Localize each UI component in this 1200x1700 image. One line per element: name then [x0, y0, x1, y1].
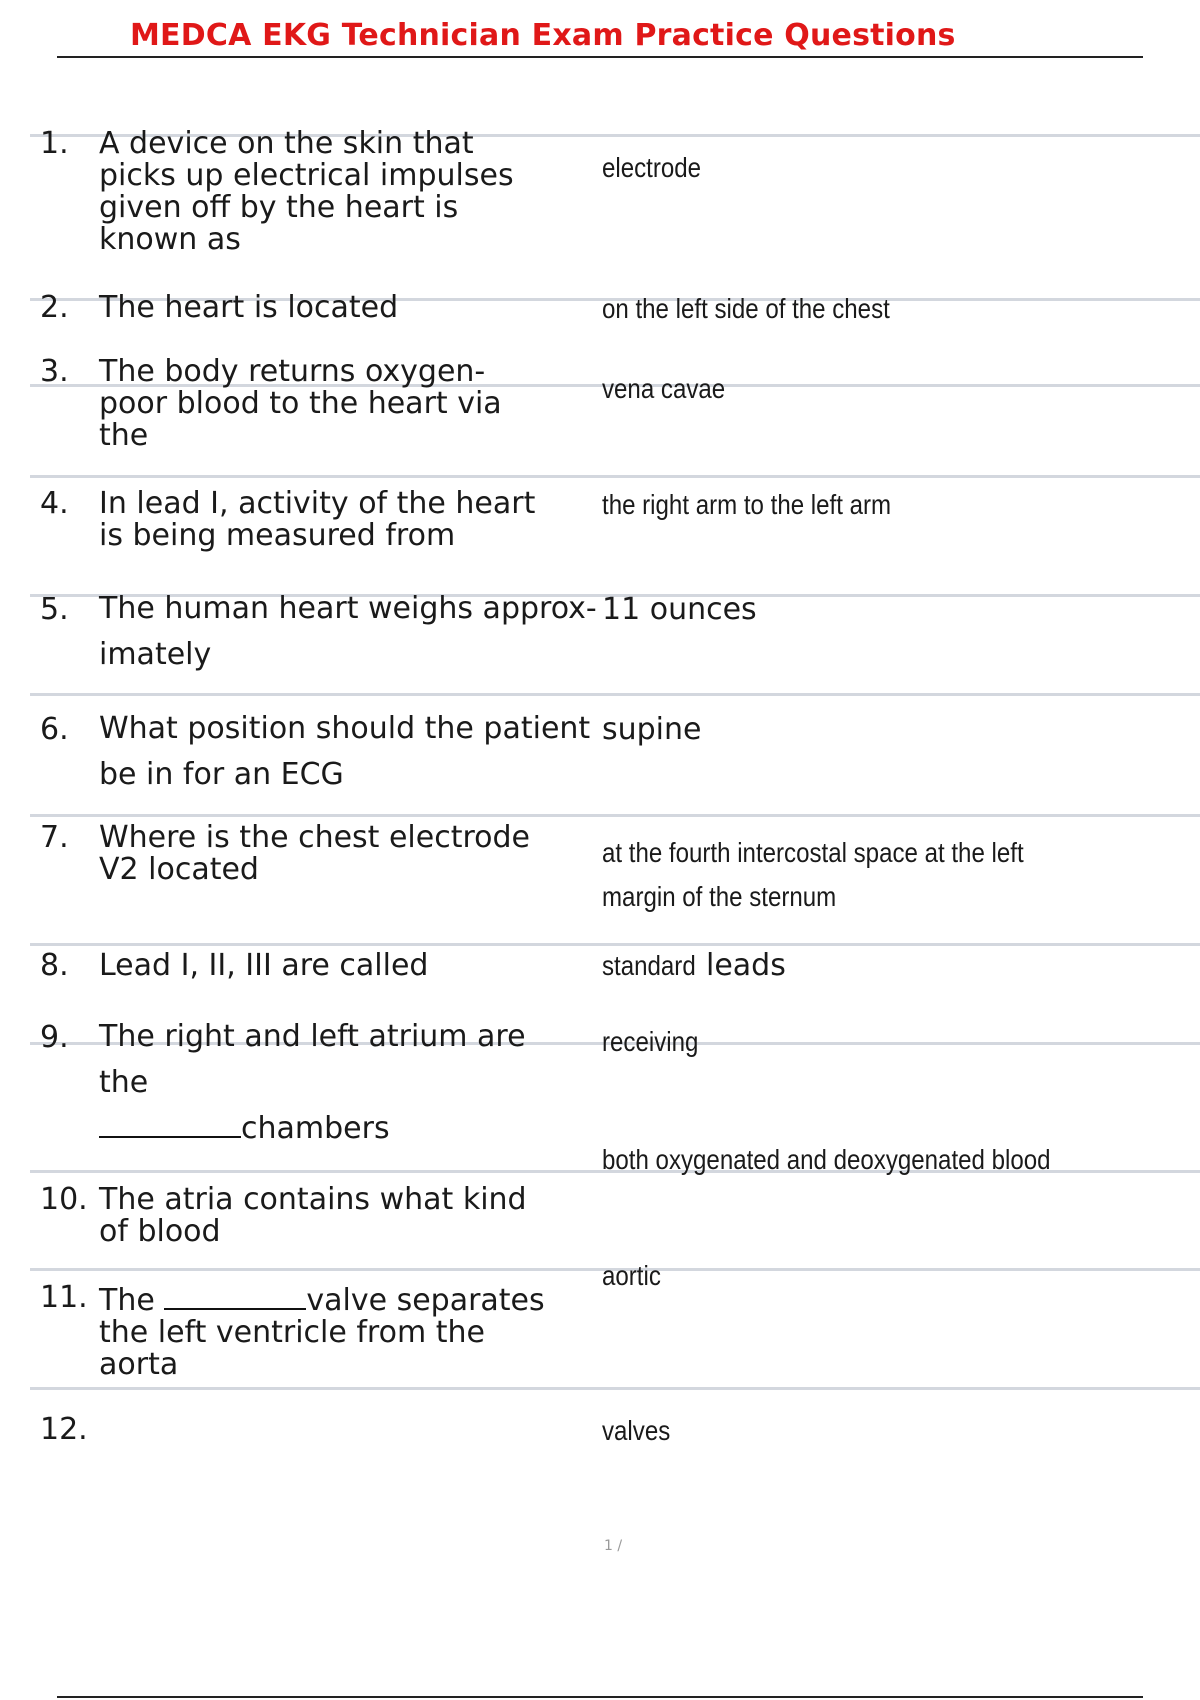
row-separator [30, 1387, 1200, 1390]
question-text: The heart is located [99, 290, 399, 325]
question-text: What position should the patient be in for an ECG [99, 711, 591, 792]
question-number: 5. [40, 592, 69, 627]
question-text: The human heart weighs approx- imately [99, 591, 597, 672]
answer-text: the right arm to the left arm [602, 489, 892, 520]
answer-text: leads [706, 948, 786, 983]
row-separator [30, 693, 1200, 696]
fill-in-blank [164, 1282, 306, 1310]
answer-text: both oxygenated and deoxygenated blood [602, 1144, 1051, 1175]
question-number: 10. [40, 1182, 88, 1217]
question-text: Lead I, II, III are called [99, 948, 429, 983]
row-separator [30, 814, 1200, 817]
page-title: MEDCA EKG Technician Exam Practice Questions [130, 18, 956, 53]
answer-text: aortic [602, 1260, 661, 1291]
footer-rule [57, 1696, 1143, 1698]
question-number: 6. [40, 712, 69, 747]
answer-text: 11 ounces [602, 592, 757, 627]
question-number: 7. [40, 820, 69, 855]
question-text: The right and left atrium are the chambers [99, 1019, 526, 1146]
answer-text: electrode [602, 152, 702, 183]
question-number: 12. [40, 1412, 88, 1447]
question-text: Where is the chest electrode V2 located [99, 820, 531, 887]
question-text: The atria contains what kind of blood [99, 1182, 527, 1249]
answer-text: supine [602, 712, 702, 747]
question-number: 3. [40, 354, 69, 389]
question-text: The valve separates the left ventricle from the aorta [99, 1283, 545, 1382]
row-separator [30, 475, 1200, 478]
answer-text: at the fourth intercostal space at the left margin of the sternum [602, 837, 1024, 912]
question-text: The body returns oxygen- poor blood to the heart via the [99, 354, 502, 453]
question-text: A device on the skin that picks up electrical impulses given off by the heart is known as [99, 126, 514, 257]
answer-text: valves [602, 1415, 671, 1446]
question-number: 11. [40, 1280, 88, 1315]
answer-text: vena cavae [602, 373, 726, 404]
question-number: 2. [40, 290, 69, 325]
answer-text: standard [602, 950, 696, 981]
question-number: 1. [40, 126, 69, 161]
page-number: 1 / [604, 1538, 623, 1554]
question-number: 4. [40, 486, 69, 521]
answer-text: receiving [602, 1026, 699, 1057]
title-underline [57, 56, 1143, 58]
question-text: In lead I, activity of the heart is being measured from [99, 486, 536, 553]
question-number: 8. [40, 948, 69, 983]
question-number: 9. [40, 1020, 69, 1055]
fill-in-blank [99, 1110, 241, 1138]
answer-text: on the left side of the chest [602, 293, 890, 324]
